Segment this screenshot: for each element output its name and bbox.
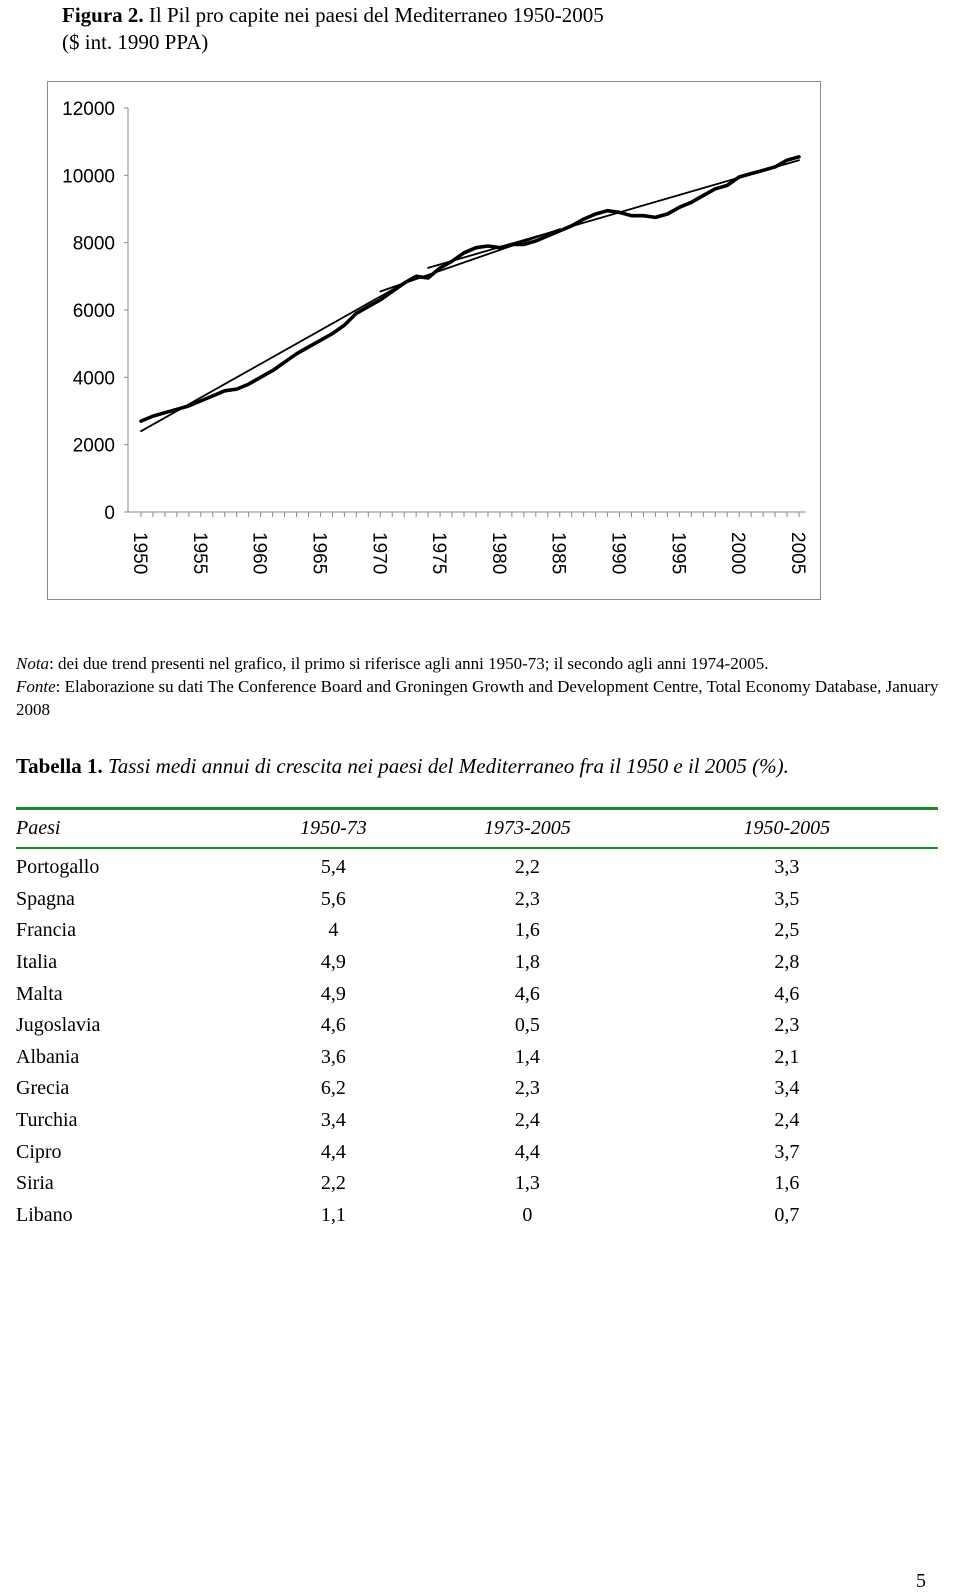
country-cell: Grecia: [16, 1077, 70, 1100]
table-row: [16, 1136, 938, 1168]
rate-cell: 2,2: [320, 1172, 346, 1195]
y-tick-label: 6000: [72, 301, 115, 322]
table-row: [16, 1105, 938, 1137]
table-row: [16, 1200, 938, 1232]
x-tick-label: 1975: [428, 532, 450, 575]
rate-cell: 4,6: [774, 982, 800, 1005]
trend-line: [380, 229, 559, 291]
country-cell: Italia: [16, 951, 58, 974]
figure-label: Figura 2.: [62, 3, 144, 27]
figure-title: [62, 2, 604, 56]
x-tick-label: 1990: [607, 532, 629, 575]
rate-cell: 2,4: [514, 1109, 540, 1132]
header-1950-73: 1950-73: [300, 816, 367, 839]
growth-rates-table: [16, 810, 938, 1231]
x-tick-label: 1965: [308, 532, 330, 575]
rate-cell: 1,6: [774, 1172, 800, 1195]
rate-cell: 2,5: [774, 919, 800, 942]
x-tick-label: 2005: [787, 532, 808, 575]
trend-line: [428, 160, 799, 268]
table-row: [16, 978, 938, 1010]
gdp-series-line: [141, 157, 799, 421]
chart-frame: [47, 81, 821, 600]
rate-cell: 1,3: [514, 1172, 540, 1195]
nota-paragraph: [16, 652, 941, 675]
x-tick-label: 1970: [368, 532, 390, 575]
x-tick-label: 1980: [487, 532, 509, 575]
x-tick-label: 1950: [129, 532, 150, 575]
fonte-text: : Elaborazione su dati The Conference Board and Groningen Growth and Development Centre, Total Economy Database, January 2008: [16, 677, 939, 719]
x-tick-label: 1955: [188, 532, 210, 575]
rate-cell: 1,6: [514, 919, 540, 942]
rate-cell: 5,6: [320, 887, 346, 910]
table-caption: [16, 754, 936, 779]
x-tick-label: 1985: [547, 532, 569, 575]
country-cell: Spagna: [16, 887, 75, 910]
rate-cell: 3,5: [774, 887, 800, 910]
rate-cell: 4,9: [320, 951, 346, 974]
table-row: [16, 884, 938, 916]
rate-cell: 1,8: [514, 951, 540, 974]
header-1950-2005: 1950-2005: [743, 816, 831, 839]
x-tick-label: 2000: [727, 532, 749, 575]
trend-line: [141, 276, 416, 431]
rate-cell: 6,2: [320, 1077, 346, 1100]
country-cell: Francia: [16, 919, 76, 942]
rate-cell: 4,9: [320, 982, 346, 1005]
rate-cell: 4: [328, 919, 339, 942]
rate-cell: 2,3: [514, 887, 540, 910]
rate-cell: 4,4: [320, 1140, 346, 1163]
fonte-label: Fonte: [16, 677, 56, 696]
country-cell: Jugoslavia: [16, 1014, 101, 1037]
table-label: Tabella 1.: [16, 754, 103, 778]
rate-cell: 4,6: [320, 1014, 346, 1037]
table-row: [16, 846, 938, 884]
rate-cell: 5,4: [320, 856, 346, 879]
header-paesi: Paesi: [16, 816, 61, 839]
country-cell: Cipro: [16, 1140, 62, 1163]
rate-cell: 4,6: [514, 982, 540, 1005]
nota-label: Nota: [16, 654, 50, 673]
y-tick-label: 2000: [72, 435, 115, 457]
rate-cell: 0: [522, 1203, 533, 1226]
rate-cell: 1,1: [320, 1203, 346, 1226]
rate-cell: 3,3: [774, 856, 800, 879]
country-cell: Malta: [16, 982, 63, 1005]
rate-cell: 3,7: [774, 1140, 800, 1163]
country-cell: Albania: [16, 1045, 80, 1068]
table-header-row: [16, 810, 938, 846]
rate-cell: 2,2: [514, 856, 540, 879]
rate-cell: 4,4: [514, 1140, 540, 1163]
table-row: [16, 1042, 938, 1074]
table-row: [16, 1073, 938, 1105]
figure-note: [16, 652, 941, 721]
fonte-paragraph: [16, 675, 941, 721]
rate-cell: 2,4: [774, 1109, 800, 1132]
chart-plot: [48, 82, 822, 601]
rate-cell: 0,5: [514, 1014, 540, 1037]
table-row: [16, 915, 938, 947]
table-row: [16, 1168, 938, 1200]
rate-cell: 2,8: [774, 951, 800, 974]
country-cell: Libano: [16, 1203, 73, 1226]
figure-title-line2: ($ int. 1990 PPA): [62, 30, 209, 54]
rate-cell: 3,4: [774, 1077, 800, 1100]
figure-title-line1: Il Pil pro capite nei paesi del Mediterraneo 1950-2005: [143, 3, 604, 27]
x-tick-label: 1995: [667, 532, 689, 575]
nota-text: : dei due trend presenti nel grafico, il primo si riferisce agli anni 1950-73; il secondo agli anni 1974-2005.: [49, 654, 769, 673]
y-tick-label: 12000: [62, 99, 115, 120]
country-cell: Turchia: [16, 1109, 78, 1132]
y-tick-label: 4000: [72, 368, 115, 390]
rate-cell: 0,7: [774, 1203, 800, 1226]
rate-cell: 3,4: [320, 1109, 346, 1132]
page-number: 5: [916, 1570, 926, 1592]
header-1973-2005: 1973-2005: [484, 816, 571, 839]
country-cell: Siria: [16, 1172, 54, 1195]
rate-cell: 2,3: [774, 1014, 800, 1037]
country-cell: Portogallo: [16, 856, 100, 879]
rate-cell: 2,3: [514, 1077, 540, 1100]
x-tick-label: 1960: [248, 532, 270, 575]
table-row: [16, 1010, 938, 1042]
rate-cell: 1,4: [514, 1045, 540, 1068]
table-caption-text: Tassi medi annui di crescita nei paesi del Mediterraneo fra il 1950 e il 2005 (%).: [102, 754, 789, 778]
y-tick-label: 0: [104, 503, 115, 524]
y-tick-label: 8000: [72, 233, 115, 255]
rate-cell: 2,1: [774, 1045, 800, 1068]
table-row: [16, 947, 938, 979]
y-tick-label: 10000: [62, 166, 115, 188]
rate-cell: 3,6: [320, 1045, 346, 1068]
